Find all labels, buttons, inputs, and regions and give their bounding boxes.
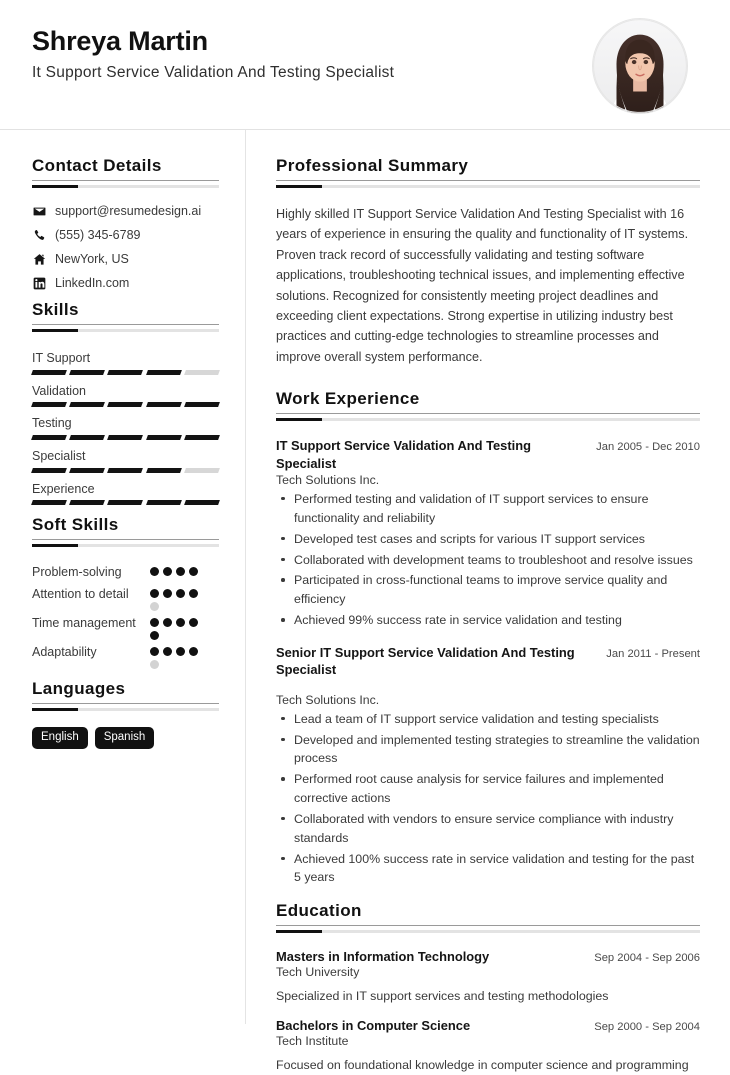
skill-level-bar bbox=[32, 370, 219, 375]
education-degree: Masters in Information Technology bbox=[276, 949, 490, 965]
skill-segment bbox=[69, 402, 105, 407]
rating-dot bbox=[163, 647, 172, 656]
rating-dot bbox=[176, 567, 185, 576]
section-rule bbox=[276, 185, 700, 188]
rating-dot bbox=[150, 647, 159, 656]
education-description: Focused on foundational knowledge in computer science and programming bbox=[276, 1057, 689, 1072]
contact-list bbox=[32, 204, 219, 290]
skill-level-bar bbox=[32, 402, 219, 407]
work-entry bbox=[276, 437, 700, 630]
education-entry bbox=[276, 949, 700, 1006]
skill-item bbox=[32, 479, 219, 506]
rating-dot bbox=[150, 631, 159, 640]
section-languages bbox=[32, 679, 219, 750]
skill-segment bbox=[146, 435, 182, 440]
work-date: Jan 2011 - Present bbox=[606, 647, 700, 660]
skill-segment bbox=[31, 500, 67, 505]
rating-dot bbox=[163, 567, 172, 576]
work-entry-header bbox=[276, 437, 700, 472]
avatar-photo-icon bbox=[593, 19, 687, 113]
contact-item-location[interactable] bbox=[32, 252, 219, 266]
work-bullet: Achieved 99% success rate in service validation and testing bbox=[276, 611, 700, 630]
skill-label: Validation bbox=[32, 383, 86, 398]
skill-item bbox=[32, 413, 219, 440]
soft-skill-item bbox=[32, 643, 219, 669]
rating-dot bbox=[150, 589, 159, 598]
skill-label: IT Support bbox=[32, 351, 91, 365]
skill-label: Experience bbox=[32, 481, 95, 496]
summary-text: Highly skilled IT Support Service Validation And Testing Specialist with 16 years of experience in ensuring the quality and functionality of IT systems. Proven track record of successfully validating and testing software applications, troubleshooting technical issues, and implementing effective solutions. Recognized for consistently meeting project deadlines and exceeding client expectations. Strong expertise in utilizing industry best practices and cutting-edge technologies to streamline processes and improve overall system performance. bbox=[276, 207, 689, 364]
contact-item-phone[interactable] bbox=[32, 228, 219, 242]
work-bullet: Collaborated with vendors to ensure service compliance with industry standards bbox=[276, 810, 700, 848]
main-content bbox=[246, 130, 730, 1072]
rating-dot bbox=[176, 647, 185, 656]
soft-skill-rating bbox=[150, 585, 208, 611]
phone-icon bbox=[32, 228, 46, 242]
skill-list bbox=[32, 348, 219, 505]
skill-segment bbox=[107, 402, 143, 407]
skill-segment bbox=[146, 500, 182, 505]
avatar bbox=[592, 18, 688, 114]
rating-dot bbox=[150, 660, 159, 669]
rating-dot bbox=[150, 567, 159, 576]
work-bullet: Collaborated with development teams to troubleshoot and resolve issues bbox=[276, 551, 700, 570]
skill-segment bbox=[184, 435, 220, 440]
linkedin-icon bbox=[32, 276, 46, 290]
sidebar bbox=[0, 130, 246, 1024]
skill-segment bbox=[31, 468, 67, 473]
language-tag: English bbox=[32, 727, 88, 750]
work-entry-header bbox=[276, 644, 700, 679]
work-bullet: Developed and implemented testing strategies to streamline the validation process bbox=[276, 731, 700, 769]
resume-body bbox=[0, 130, 730, 1072]
envelope-icon bbox=[32, 204, 46, 218]
resume-header bbox=[0, 0, 730, 130]
section-heading-soft-skills: Soft Skills bbox=[32, 515, 219, 540]
work-bullet: Lead a team of IT support service validation and testing specialists bbox=[276, 710, 700, 729]
section-rule bbox=[32, 185, 219, 188]
work-company: Tech Solutions Inc. bbox=[276, 472, 380, 487]
contact-linkedin-value: LinkedIn.com bbox=[55, 276, 130, 290]
education-entry-header bbox=[276, 949, 700, 964]
section-heading-summary: Professional Summary bbox=[276, 156, 700, 181]
skill-level-bar bbox=[32, 468, 219, 473]
work-entry bbox=[276, 644, 700, 887]
section-soft-skills bbox=[32, 515, 219, 669]
work-role: Senior IT Support Service Validation And Testing Specialist bbox=[276, 644, 575, 678]
rating-dot bbox=[176, 618, 185, 627]
skill-segment bbox=[107, 468, 143, 473]
skill-segment bbox=[107, 370, 143, 375]
skill-item bbox=[32, 381, 219, 408]
skill-segment bbox=[31, 435, 67, 440]
section-education bbox=[276, 901, 700, 1074]
soft-skill-rating bbox=[150, 643, 208, 669]
language-tag-list bbox=[32, 727, 219, 750]
skill-item bbox=[32, 446, 219, 473]
soft-skill-item bbox=[32, 614, 219, 640]
section-heading-education: Education bbox=[276, 901, 700, 926]
education-entry-header bbox=[276, 1018, 700, 1033]
work-bullet: Performed testing and validation of IT support services to ensure functionality and reliability bbox=[276, 490, 700, 528]
skill-segment bbox=[107, 500, 143, 505]
rating-dot bbox=[163, 618, 172, 627]
section-work-experience bbox=[276, 389, 700, 887]
skill-level-bar bbox=[32, 500, 219, 505]
skill-level-bar bbox=[32, 435, 219, 440]
section-rule bbox=[276, 418, 700, 421]
work-bullet-list bbox=[276, 490, 700, 630]
soft-skill-rating bbox=[150, 614, 208, 640]
education-description: Specialized in IT support services and testing methodologies bbox=[276, 989, 609, 1004]
skill-segment bbox=[184, 500, 220, 505]
rating-dot bbox=[189, 567, 198, 576]
rating-dot bbox=[176, 589, 185, 598]
work-bullet-list bbox=[276, 710, 700, 888]
skill-segment bbox=[184, 402, 220, 407]
work-company: Tech Solutions Inc. bbox=[276, 692, 380, 707]
skill-segment bbox=[31, 370, 67, 375]
rating-dot bbox=[189, 589, 198, 598]
education-date: Sep 2004 - Sep 2006 bbox=[594, 952, 700, 965]
section-heading-languages: Languages bbox=[32, 679, 219, 704]
skill-segment bbox=[69, 468, 105, 473]
work-bullet: Performed root cause analysis for service failures and implemented corrective actions bbox=[276, 770, 700, 808]
section-heading-work: Work Experience bbox=[276, 389, 700, 414]
soft-skill-label: Time management bbox=[32, 615, 136, 630]
skill-segment bbox=[184, 370, 220, 375]
soft-skill-label: Problem-solving bbox=[32, 565, 122, 580]
work-date: Jan 2005 - Dec 2010 bbox=[596, 441, 700, 454]
rating-dot bbox=[189, 618, 198, 627]
skill-item bbox=[32, 348, 219, 375]
skill-label: Specialist bbox=[32, 448, 86, 463]
rating-dot bbox=[163, 589, 172, 598]
work-bullet: Achieved 100% success rate in service validation and testing for the past 5 years bbox=[276, 850, 700, 888]
soft-skill-list bbox=[32, 563, 219, 669]
work-role: IT Support Service Validation And Testing Specialist bbox=[276, 438, 531, 471]
education-school: Tech University bbox=[276, 965, 360, 980]
contact-item-linkedin[interactable] bbox=[32, 276, 219, 290]
home-icon bbox=[32, 252, 46, 266]
soft-skill-label: Attention to detail bbox=[32, 586, 129, 601]
section-professional-summary bbox=[276, 156, 700, 367]
education-date: Sep 2000 - Sep 2004 bbox=[594, 1020, 700, 1033]
skill-segment bbox=[69, 500, 105, 505]
section-heading-contact: Contact Details bbox=[32, 156, 219, 181]
page-title: Shreya Martin bbox=[32, 26, 208, 56]
skill-segment bbox=[184, 468, 220, 473]
contact-email-value: support@resumedesign.ai bbox=[55, 204, 202, 218]
skill-segment bbox=[69, 435, 105, 440]
section-rule bbox=[32, 544, 219, 547]
work-bullet: Participated in cross-functional teams to improve service quality and efficiency bbox=[276, 571, 700, 609]
soft-skill-rating bbox=[150, 563, 208, 576]
rating-dot bbox=[150, 618, 159, 627]
skill-segment bbox=[69, 370, 105, 375]
education-school: Tech Institute bbox=[276, 1033, 349, 1048]
language-tag: Spanish bbox=[95, 727, 155, 750]
section-rule bbox=[276, 930, 700, 933]
skill-segment bbox=[146, 402, 182, 407]
contact-location-value: NewYork, US bbox=[55, 252, 129, 266]
education-degree: Bachelors in Computer Science bbox=[276, 1017, 471, 1033]
education-entry bbox=[276, 1018, 700, 1075]
contact-phone-value: (555) 345-6789 bbox=[55, 228, 141, 242]
rating-dot bbox=[189, 647, 198, 656]
skill-segment bbox=[107, 435, 143, 440]
skill-segment bbox=[146, 370, 182, 375]
section-rule bbox=[32, 708, 219, 711]
work-bullet: Developed test cases and scripts for various IT support services bbox=[276, 530, 700, 549]
section-contact-details bbox=[32, 156, 219, 290]
soft-skill-label: Adaptability bbox=[32, 644, 97, 659]
skill-segment bbox=[31, 402, 67, 407]
soft-skill-item bbox=[32, 585, 219, 611]
skill-segment bbox=[146, 468, 182, 473]
soft-skill-item bbox=[32, 563, 219, 582]
skill-label: Testing bbox=[32, 416, 72, 431]
rating-dot bbox=[150, 602, 159, 611]
contact-item-email[interactable] bbox=[32, 204, 219, 218]
section-rule bbox=[32, 329, 219, 332]
section-skills bbox=[32, 300, 219, 505]
job-title: It Support Service Validation And Testing Specialist bbox=[32, 64, 395, 82]
section-heading-skills: Skills bbox=[32, 300, 219, 325]
